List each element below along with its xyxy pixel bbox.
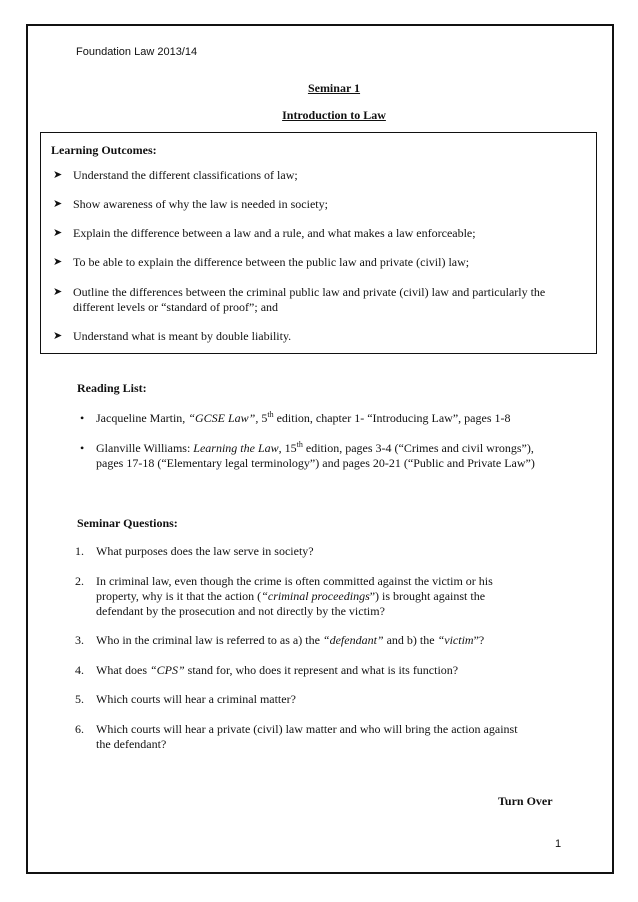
turn-over-note: Turn Over [498,794,553,808]
question-item: 3. Who in the criminal law is referred to as a) the “defendant” and b) the “victim”? [75,633,485,647]
reading-list-item: • Jacqueline Martin, “GCSE Law”, 5th edition, chapter 1- “Introducing Law”, pages 1-8 [80,410,511,425]
reading-list-title: Reading List: [77,381,147,395]
learning-outcome-item: ➤ Explain the difference between a law and a rule, and what makes a law enforceable; [53,226,476,240]
bullet-icon: • [80,441,85,455]
question-item: 2. In criminal law, even though the crime is often committed against the victim or his property, why is it that the action (“criminal proceedings”) is brought against the defendant by the prosecution and not directly by the victim? [75,574,493,618]
seminar-questions-title: Seminar Questions: [77,516,178,530]
learning-outcome-item: ➤ Understand what is meant by double liability. [53,329,292,343]
learning-outcomes-box [40,132,597,354]
learning-outcome-item: ➤ Show awareness of why the law is needed in society; [53,197,328,211]
document-page [26,24,614,874]
arrow-bullet-icon: ➤ [53,169,63,181]
learning-outcome-item: ➤ Understand the different classifications of law; [53,168,298,182]
page-number: 1 [555,838,562,850]
question-item: 6. Which courts will hear a private (civil) law matter and who will bring the action against the defendant? [75,722,518,751]
arrow-bullet-icon: ➤ [53,198,63,210]
learning-outcomes-title: Learning Outcomes: [51,143,157,157]
arrow-bullet-icon: ➤ [53,256,63,268]
bullet-icon: • [80,411,85,425]
seminar-title: Seminar 1 [307,81,361,95]
reading-list-item: • Glanville Williams: Learning the Law, 15th edition, pages 3-4 (“Crimes and civil wrongs”), pages 17-18 (“Elementary legal terminology”) and pages 20-21 (“Public and Private Law”) [80,440,535,470]
topic-title: Introduction to Law [282,108,386,122]
arrow-bullet-icon: ➤ [53,286,63,298]
running-header: Foundation Law 2013/14 [76,46,198,58]
arrow-bullet-icon: ➤ [53,227,63,239]
learning-outcome-item: ➤ Outline the differences between the criminal public law and private (civil) law and particularly the different levels or “standard of proof”; and [53,285,546,314]
learning-outcome-item: ➤ To be able to explain the difference between the public law and private (civil) law; [53,255,470,269]
arrow-bullet-icon: ➤ [53,330,63,342]
question-item: 4. What does “CPS” stand for, who does it represent and what is its function? [75,663,459,677]
question-item: 1. What purposes does the law serve in society? [75,544,314,558]
question-item: 5. Which courts will hear a criminal matter? [75,692,296,706]
